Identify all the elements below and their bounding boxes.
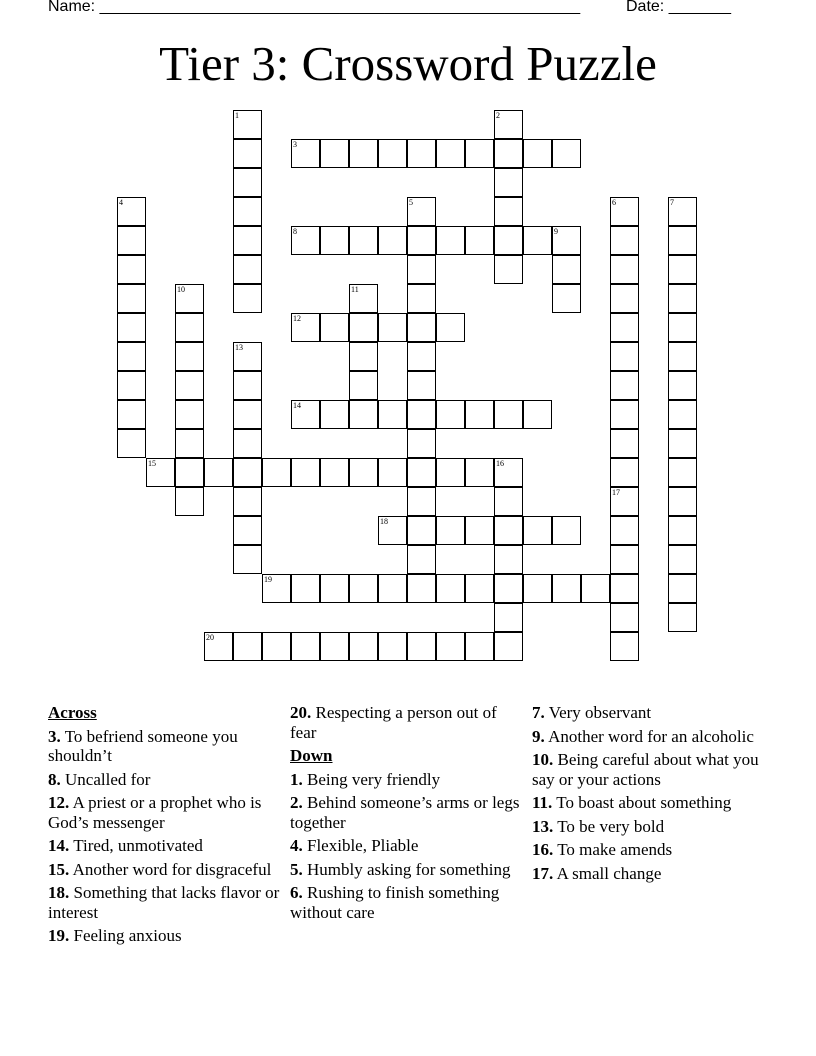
grid-cell[interactable] xyxy=(117,400,146,429)
grid-cell[interactable] xyxy=(175,284,204,313)
grid-cell[interactable] xyxy=(668,342,697,371)
grid-cell[interactable] xyxy=(610,603,639,632)
grid-cell[interactable] xyxy=(175,342,204,371)
clue-number: 16 xyxy=(496,459,504,468)
grid-cell[interactable] xyxy=(407,574,436,603)
grid-cell[interactable] xyxy=(552,284,581,313)
grid-cell[interactable] xyxy=(233,487,262,516)
grid-cell[interactable] xyxy=(320,458,349,487)
grid-cell[interactable] xyxy=(291,574,320,603)
grid-cell[interactable] xyxy=(610,516,639,545)
clue-number: 13 xyxy=(235,343,243,352)
clue-across-3: 3. To befriend someone you shouldn’t xyxy=(48,726,238,765)
grid-cell[interactable] xyxy=(552,255,581,284)
grid-cell[interactable] xyxy=(349,574,378,603)
clue-down-7: 7. Very observant xyxy=(532,703,652,722)
grid-cell[interactable] xyxy=(610,284,639,313)
clue-down-5: 5. Humbly asking for something xyxy=(290,859,511,879)
clue-number: 4 xyxy=(119,198,123,207)
grid-cell[interactable] xyxy=(349,284,378,313)
grid-cell[interactable] xyxy=(494,400,523,429)
grid-cell[interactable] xyxy=(233,342,262,371)
grid-cell[interactable] xyxy=(436,400,465,429)
grid-cell[interactable] xyxy=(523,226,552,255)
grid-cell[interactable] xyxy=(407,139,436,168)
clues-column-1 xyxy=(48,703,284,950)
grid-cell[interactable] xyxy=(436,139,465,168)
clue-down-2: 2. Behind someone’s arms or legs together xyxy=(290,793,520,832)
clues-column-2 xyxy=(290,703,526,926)
grid-cell[interactable] xyxy=(668,487,697,516)
clue-number: 17 xyxy=(612,488,620,497)
grid-cell[interactable] xyxy=(668,574,697,603)
grid-cell[interactable] xyxy=(407,226,436,255)
grid-cell[interactable] xyxy=(291,139,320,168)
grid-cell[interactable] xyxy=(378,400,407,429)
clue-across-15: 15. Another word for disgraceful xyxy=(48,859,272,879)
clue-number: 14 xyxy=(293,401,301,410)
grid-cell[interactable] xyxy=(175,400,204,429)
clue-down-13: 13. To be very bold xyxy=(532,816,665,836)
grid-cell[interactable] xyxy=(523,139,552,168)
clue-number: 2 xyxy=(496,111,500,120)
grid-cell[interactable] xyxy=(465,574,494,603)
grid-cell[interactable] xyxy=(349,342,378,371)
grid-cell[interactable] xyxy=(610,574,639,603)
grid-cell[interactable] xyxy=(407,545,436,574)
grid-cell[interactable] xyxy=(233,168,262,197)
clue-across-20: 20. Respecting a person out of fear xyxy=(290,703,497,742)
clue-number: 10 xyxy=(177,285,185,294)
grid-cell[interactable] xyxy=(407,313,436,342)
grid-cell[interactable] xyxy=(610,487,639,516)
grid-cell[interactable] xyxy=(407,197,436,226)
grid-cell[interactable] xyxy=(291,226,320,255)
clue-down-1: 1. Being very friendly xyxy=(290,769,441,789)
grid-cell[interactable] xyxy=(668,429,697,458)
grid-cell[interactable] xyxy=(117,197,146,226)
grid-cell[interactable] xyxy=(465,400,494,429)
grid-cell[interactable] xyxy=(233,429,262,458)
grid-cell[interactable] xyxy=(610,342,639,371)
clue-down-9: 9. Another word for an alcoholic xyxy=(532,726,754,746)
clue-number: 9 xyxy=(554,227,558,236)
clue-number: 19 xyxy=(264,575,272,584)
grid-cell[interactable] xyxy=(349,139,378,168)
page-title: Tier 3: Crossword Puzzle xyxy=(159,36,657,91)
grid-cell[interactable] xyxy=(436,458,465,487)
grid-cell[interactable] xyxy=(668,400,697,429)
grid-cell[interactable] xyxy=(407,487,436,516)
grid-cell[interactable] xyxy=(320,632,349,661)
grid-cell[interactable] xyxy=(465,226,494,255)
clue-across-19: 19. Feeling anxious xyxy=(48,926,182,945)
grid-cell[interactable] xyxy=(494,545,523,574)
grid-cell[interactable] xyxy=(320,139,349,168)
grid-cell[interactable] xyxy=(349,400,378,429)
grid-cell[interactable] xyxy=(494,487,523,516)
grid-cell[interactable] xyxy=(349,632,378,661)
grid-cell[interactable] xyxy=(320,574,349,603)
grid-cell[interactable] xyxy=(610,400,639,429)
clue-down-4: 4. Flexible, Pliable xyxy=(290,836,419,855)
grid-cell[interactable] xyxy=(523,400,552,429)
grid-cell[interactable] xyxy=(233,371,262,400)
grid-cell[interactable] xyxy=(233,284,262,313)
grid-cell[interactable] xyxy=(668,255,697,284)
grid-cell[interactable] xyxy=(610,371,639,400)
clue-number: 3 xyxy=(293,140,297,149)
grid-cell[interactable] xyxy=(494,110,523,139)
grid-cell[interactable] xyxy=(204,632,233,661)
grid-cell[interactable] xyxy=(552,574,581,603)
grid-cell[interactable] xyxy=(465,632,494,661)
grid-cell[interactable] xyxy=(233,632,262,661)
grid-cell[interactable] xyxy=(175,429,204,458)
grid-cell[interactable] xyxy=(610,197,639,226)
grid-cell[interactable] xyxy=(175,487,204,516)
grid-cell[interactable] xyxy=(262,632,291,661)
grid-cell[interactable] xyxy=(523,516,552,545)
grid-cell[interactable] xyxy=(349,371,378,400)
grid-cell[interactable] xyxy=(610,632,639,661)
grid-cell[interactable] xyxy=(668,284,697,313)
grid-cell[interactable] xyxy=(436,574,465,603)
grid-cell[interactable] xyxy=(233,400,262,429)
grid-cell[interactable] xyxy=(378,139,407,168)
grid-cell[interactable] xyxy=(552,139,581,168)
grid-cell[interactable] xyxy=(378,574,407,603)
grid-cell[interactable] xyxy=(233,516,262,545)
grid-cell[interactable] xyxy=(378,313,407,342)
grid-cell[interactable] xyxy=(407,255,436,284)
date-field-label: Date: _______ xyxy=(626,0,731,15)
clue-down-10: 10. Being careful about what you say or your actions xyxy=(532,750,759,789)
grid-cell[interactable] xyxy=(610,429,639,458)
clue-number: 11 xyxy=(351,285,359,294)
grid-cell[interactable] xyxy=(407,284,436,313)
clue-number: 12 xyxy=(293,314,301,323)
grid-cell[interactable] xyxy=(436,226,465,255)
grid-cell[interactable] xyxy=(465,139,494,168)
grid-cell[interactable] xyxy=(291,400,320,429)
grid-cell[interactable] xyxy=(117,371,146,400)
grid-cell[interactable] xyxy=(436,516,465,545)
grid-cell[interactable] xyxy=(117,284,146,313)
clue-down-6: 6. Rushing to finish something without care xyxy=(290,883,500,922)
grid-cell[interactable] xyxy=(552,516,581,545)
grid-cell[interactable] xyxy=(407,400,436,429)
grid-cell[interactable] xyxy=(233,255,262,284)
grid-cell[interactable] xyxy=(117,342,146,371)
grid-cell[interactable] xyxy=(610,545,639,574)
grid-cell[interactable] xyxy=(552,226,581,255)
grid-cell[interactable] xyxy=(378,226,407,255)
clue-number: 18 xyxy=(380,517,388,526)
grid-cell[interactable] xyxy=(378,516,407,545)
grid-cell[interactable] xyxy=(581,574,610,603)
grid-cell[interactable] xyxy=(494,255,523,284)
grid-cell[interactable] xyxy=(117,255,146,284)
grid-cell[interactable] xyxy=(668,458,697,487)
grid-cell[interactable] xyxy=(436,632,465,661)
grid-cell[interactable] xyxy=(233,226,262,255)
grid-cell[interactable] xyxy=(465,458,494,487)
grid-cell[interactable] xyxy=(610,313,639,342)
grid-cell[interactable] xyxy=(262,574,291,603)
grid-cell[interactable] xyxy=(407,371,436,400)
grid-cell[interactable] xyxy=(233,197,262,226)
grid-cell[interactable] xyxy=(523,574,552,603)
grid-cell[interactable] xyxy=(494,458,523,487)
clue-number: 1 xyxy=(235,111,239,120)
grid-cell[interactable] xyxy=(320,400,349,429)
grid-cell[interactable] xyxy=(175,458,204,487)
grid-cell[interactable] xyxy=(407,632,436,661)
grid-cell[interactable] xyxy=(262,458,291,487)
grid-cell[interactable] xyxy=(610,226,639,255)
grid-cell[interactable] xyxy=(610,255,639,284)
grid-cell[interactable] xyxy=(291,313,320,342)
clue-down-16: 16. To make amends xyxy=(532,840,673,859)
grid-cell[interactable] xyxy=(233,545,262,574)
grid-cell[interactable] xyxy=(436,313,465,342)
grid-cell[interactable] xyxy=(146,458,175,487)
grid-cell[interactable] xyxy=(668,603,697,632)
grid-cell[interactable] xyxy=(378,632,407,661)
grid-cell[interactable] xyxy=(407,342,436,371)
grid-cell[interactable] xyxy=(494,139,523,168)
grid-cell[interactable] xyxy=(494,632,523,661)
clue-number: 8 xyxy=(293,227,297,236)
grid-cell[interactable] xyxy=(175,313,204,342)
grid-cell[interactable] xyxy=(668,197,697,226)
grid-cell[interactable] xyxy=(407,516,436,545)
clue-number: 6 xyxy=(612,198,616,207)
grid-cell[interactable] xyxy=(494,574,523,603)
grid-cell[interactable] xyxy=(233,139,262,168)
clue-number: 20 xyxy=(206,633,214,642)
grid-cell[interactable] xyxy=(494,197,523,226)
grid-cell[interactable] xyxy=(378,458,407,487)
grid-cell[interactable] xyxy=(668,545,697,574)
grid-cell[interactable] xyxy=(668,371,697,400)
clue-across-8: 8. Uncalled for xyxy=(48,769,151,789)
across-heading: Across xyxy=(48,703,97,722)
grid-cell[interactable] xyxy=(320,226,349,255)
grid-cell[interactable] xyxy=(494,226,523,255)
grid-cell[interactable] xyxy=(291,458,320,487)
grid-cell[interactable] xyxy=(349,313,378,342)
grid-cell[interactable] xyxy=(407,458,436,487)
grid-cell[interactable] xyxy=(349,458,378,487)
grid-cell[interactable] xyxy=(233,458,262,487)
clue-down-11: 11. To boast about something xyxy=(532,793,732,812)
grid-cell[interactable] xyxy=(668,226,697,255)
grid-cell[interactable] xyxy=(291,632,320,661)
grid-cell[interactable] xyxy=(204,458,233,487)
grid-cell[interactable] xyxy=(494,168,523,197)
grid-cell[interactable] xyxy=(233,110,262,139)
name-field-label: Name: ______________________________________________________ xyxy=(48,0,581,15)
grid-cell[interactable] xyxy=(320,313,349,342)
grid-cell[interactable] xyxy=(668,313,697,342)
grid-cell[interactable] xyxy=(349,226,378,255)
grid-cell[interactable] xyxy=(465,516,494,545)
down-heading: Down xyxy=(290,746,333,765)
grid-cell[interactable] xyxy=(494,516,523,545)
clue-down-17: 17. A small change xyxy=(532,863,662,883)
grid-cell[interactable] xyxy=(175,371,204,400)
grid-cell[interactable] xyxy=(668,516,697,545)
clues-column-3 xyxy=(532,703,772,887)
grid-cell[interactable] xyxy=(117,313,146,342)
clue-number: 15 xyxy=(148,459,156,468)
clue-across-12: 12. A priest or a prophet who is God’s messenger xyxy=(48,793,262,832)
grid-cell[interactable] xyxy=(117,226,146,255)
grid-cell[interactable] xyxy=(494,603,523,632)
grid-cell[interactable] xyxy=(117,429,146,458)
clue-number: 5 xyxy=(409,198,413,207)
grid-cell[interactable] xyxy=(610,458,639,487)
grid-cell[interactable] xyxy=(407,429,436,458)
clue-across-14: 14. Tired, unmotivated xyxy=(48,836,203,855)
clue-across-18: 18. Something that lacks flavor or interest xyxy=(48,883,280,922)
clue-number: 7 xyxy=(670,198,674,207)
